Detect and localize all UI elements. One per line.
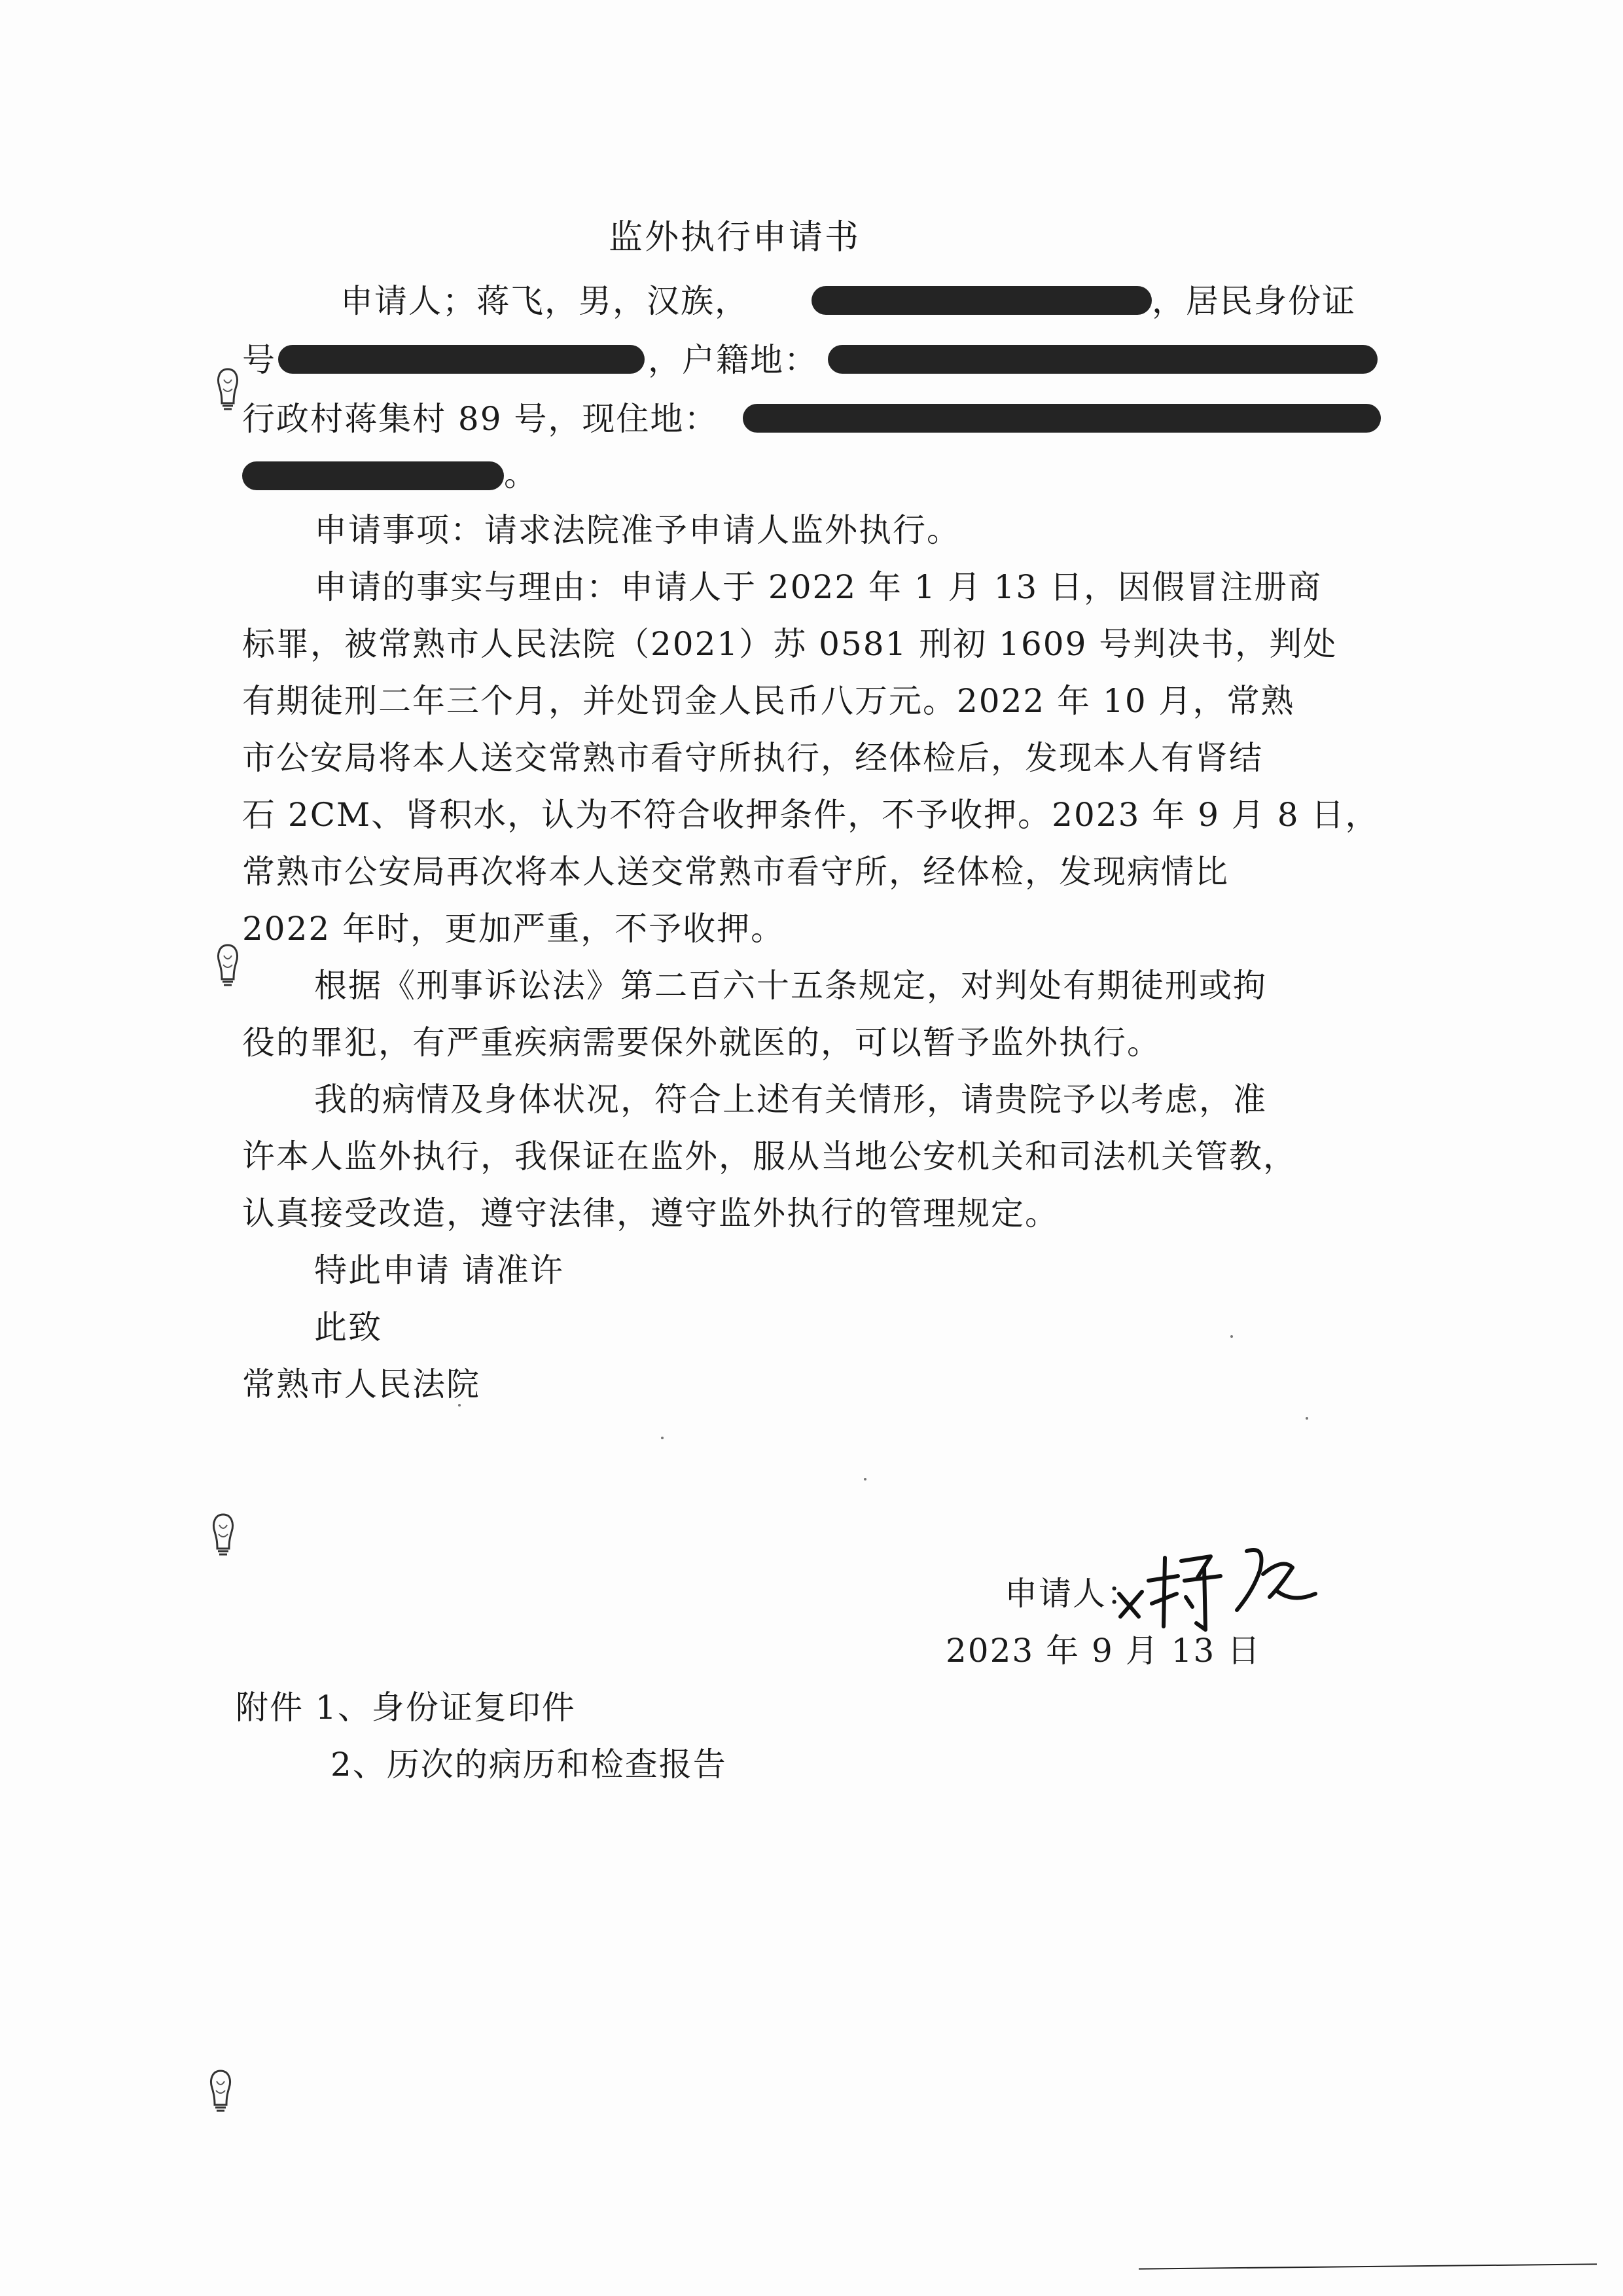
closing-request: 特此申请 请准许 xyxy=(314,1251,564,1289)
applicant-line-4-end: 。 xyxy=(504,456,538,493)
attachment-item-1: 附件 1、身份证复印件 xyxy=(236,1689,576,1727)
scan-speck xyxy=(1306,1417,1308,1420)
facts-line: 市公安局将本人送交常熟市看守所执行，经体检后，发现本人有肾结 xyxy=(242,739,1263,777)
redaction-current-address xyxy=(743,404,1381,433)
applicant-line-3: 行政村蒋集村 89 号，现住地： xyxy=(242,400,719,438)
request-matters: 申请事项：请求法院准予申请人监外执行。 xyxy=(314,511,961,549)
facts-line: 常熟市公安局再次将本人送交常熟市看守所，经体检，发现病情比 xyxy=(242,853,1229,891)
addressee: 常熟市人民法院 xyxy=(242,1365,480,1403)
handwritten-signature xyxy=(1113,1532,1329,1636)
applicant-line-2a: 号 xyxy=(242,341,276,379)
applicant-line-2b: ，户籍地： xyxy=(648,341,818,379)
facts-line: 有期徒刑二年三个月，并处罚金人民币八万元。2022 年 10 月，常熟 xyxy=(242,682,1295,720)
law-line: 役的罪犯，有严重疾病需要保外就医的，可以暂予监外执行。 xyxy=(242,1024,1161,1062)
applicant-line-1b: ，居民身份证 xyxy=(1152,282,1356,320)
redaction-birthdate xyxy=(812,286,1152,315)
facts-line: 2022 年时，更加严重，不予收押。 xyxy=(242,910,785,948)
document-title: 监外执行申请书 xyxy=(609,218,861,257)
law-line: 根据《刑事诉讼法》第二百六十五条规定，对判处有期徒刑或拘 xyxy=(314,967,1267,1005)
punch-hole-icon xyxy=(207,2068,234,2114)
redaction-id-number xyxy=(278,345,645,374)
application-date: 2023 年 9 月 13 日 xyxy=(946,1632,1262,1670)
punch-hole-icon xyxy=(209,1512,237,1558)
signature-label: 申请人： xyxy=(1005,1575,1141,1613)
facts-line: 申请的事实与理由：申请人于 2022 年 1 月 13 日，因假冒注册商 xyxy=(314,568,1323,606)
scan-speck xyxy=(864,1478,866,1480)
scan-speck xyxy=(1230,1335,1233,1338)
facts-line: 标罪，被常熟市人民法院（2021）苏 0581 刑初 1609 号判决书，判处 xyxy=(242,625,1338,663)
facts-line: 石 2CM、肾积水，认为不符合收押条件，不予收押。2023 年 9 月 8 日， xyxy=(242,796,1380,834)
guarantee-line: 许本人监外执行，我保证在监外，服从当地公安机关和司法机关管教， xyxy=(242,1138,1297,1175)
redaction-current-address-cont xyxy=(242,461,504,490)
redaction-household-address xyxy=(828,345,1378,374)
applicant-line-1a: 申请人；蒋飞，男，汉族， xyxy=(340,282,749,320)
scan-speck xyxy=(661,1437,664,1439)
closing-salutation: 此致 xyxy=(314,1308,382,1346)
guarantee-line: 我的病情及身体状况，符合上述有关情形，请贵院予以考虑，准 xyxy=(314,1081,1267,1119)
scan-edge-line xyxy=(1139,2263,1597,2269)
attachment-item-2: 2、历次的病历和检查报告 xyxy=(330,1746,727,1784)
guarantee-line: 认真接受改造，遵守法律，遵守监外执行的管理规定。 xyxy=(242,1194,1059,1232)
punch-hole-icon xyxy=(214,367,241,412)
punch-hole-icon xyxy=(214,942,241,988)
scan-speck xyxy=(458,1404,461,1407)
